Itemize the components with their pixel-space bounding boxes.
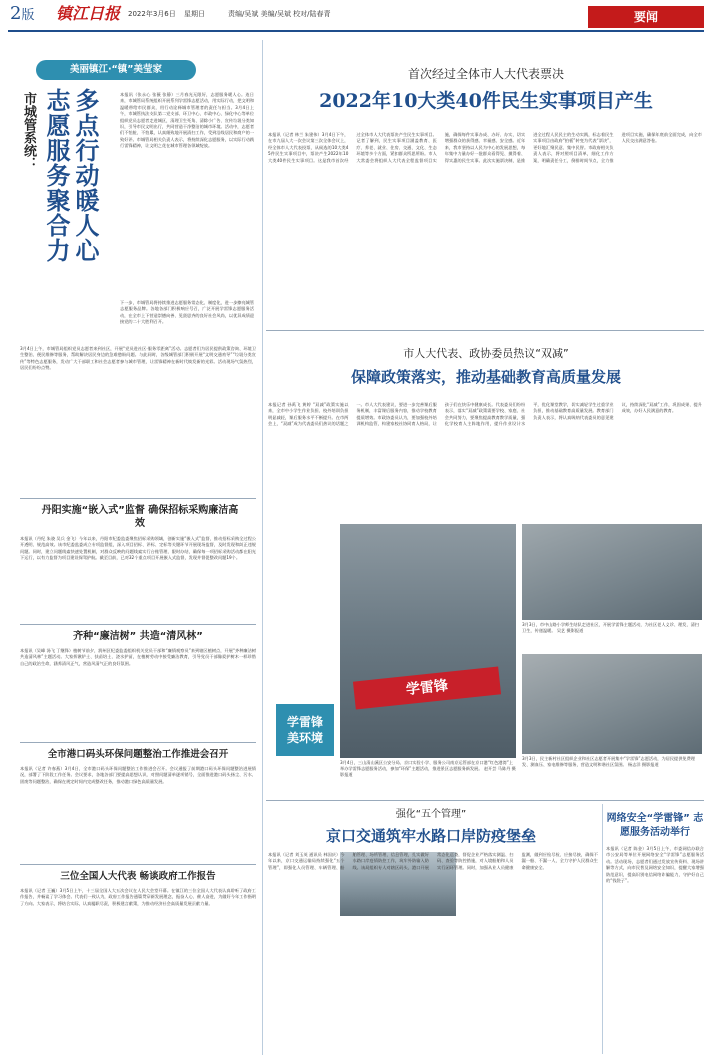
bottom-headline: 京口交通筑牢水路口岸防疫堡垒: [325, 827, 536, 845]
sub4-headline: 三位全国人大代表 畅谈政府工作报告: [60, 871, 216, 882]
bottom-kicker: 强化“五个管理”: [395, 809, 467, 820]
side-photo-1: [522, 524, 702, 620]
divider: [20, 498, 256, 499]
sub1-headline: 丹阳实施“嵌入式”监督 确保招标采购廉洁高效: [41, 505, 239, 529]
photo-banner: [353, 666, 501, 709]
feature-tag: [36, 60, 196, 80]
photo-feature-tag: [276, 704, 334, 756]
lead-body: 本报讯（记者 林兰 朱建伟）3月4日下午，在市九届人大一次会议第三次全体会议上，经全体市人大代表投票，从候选的10大类45件民生实事项目中，票决产生2022年10大类40件民生实事项目。这是我市首次经过全体市人大代表票决产生民生实事项目。记者了解到，民生实事项目涵盖教育、医疗、养老、就业、住房、交通、文化、生态环境等多个方面，紧扣群众所思所盼。市人大常委会将组织人大代表全程监督项目实施，确保每件实事办成、办好、办实，切实增强群众的获得感、幸福感、安全感。近年来，我市坚持以人民为中心的发展思想，每年集中力量办好一批群众看得见、摸得着、得实惠的民生实事。此次实施票决制，是推进全过程人民民主的生动实践，标志着民生实事项目由政府“拍板”转变为代表“票决”，更好地汇聚民意、集中民智。市政府相关负责人表示，将对照项目清单，细化工作方案，明确责任分工，倒排时间节点，全力推进项目实施，确保年底前全面完成，向全市人民交出满意答卷。: [268, 132, 702, 163]
divider: [20, 742, 256, 743]
divider: [266, 330, 704, 331]
side-photo-1-caption: 3月3日，市中山路小学师生结队走进社区，开展学雷锋主题活动，为社区老人义诊、理发、清扫卫生，传递温暖。 吴艺 摄影报道: [522, 622, 700, 633]
bottom-right-headline: 网络安全“学雷锋” 志愿服务活动举行: [606, 813, 704, 838]
feature-headline: 多点行动暖人心 志愿服务聚合力: [42, 88, 100, 263]
paper-name-logo: 镇江日报: [56, 4, 121, 23]
lead-headline: 2022年10大类40件民生实事项目产生: [319, 90, 653, 112]
issue-weekday: 星期日: [184, 10, 205, 18]
sub3-body: 本报讯（记者 许春燕）3月4日，全市港口码头环保问题整治工作推进会召开。会议通报了前期港口码头环保问题整治进展情况，部署了下阶段工作任务。会议要求，各地各部门要提高思想认识，对照问题清单逐项销号，全面推进港口码头扬尘、污水、固废等问题整治，确保在规定时间内完成整改任务，推动港口绿色高质量发展。: [20, 766, 256, 784]
side-strip-body: 下一步，市城管局将持续推进志愿服务常态化、制度化，进一步擦亮城管志愿服务品牌。各地各部门积极响应号召，广泛开展学雷锋志愿服务活动，在全市上下营造崇德向善、见贤思齐的良好社会风尚，以优异成绩迎接党的二十大胜利召开。: [120, 300, 254, 325]
sub1-body: 本报讯（丹纪 朱骁 吴兵 金飞）今年以来，丹阳市纪委监委聚焦招标采购领域，创新实施“嵌入式”监督，推动招标采购全过程公开透明、规范高效。该市纪委监委成立专项监督组，深入项目招标、评标、定标等关键环节开展现场监督，及时发现和纠正违规问题。同时，建立问题线索快速处置机制，对群众反映的问题线索实行台账管理、限时办结，确保每一项招标采购活动都在阳光下运行，以有力监督为项目建设保驾护航。截至目前，已对32个重点项目开展嵌入式监督，发现并督促整改问题19个。: [20, 536, 256, 561]
lead-kicker: 首次经过全体市人大代表票决: [407, 67, 564, 81]
divider: [266, 800, 704, 801]
issue-date: 2022年3月6日: [128, 10, 176, 18]
divider: [20, 624, 256, 625]
page-number: [10, 2, 34, 28]
feature-body-1: 本报讯（张永心 张薇 张静）三月春光无限好，志愿服务暖人心。连日来，市城管局系统组织开展系列学雷锋志愿活动，用实际行动，把文明和温暖带给市民群众，用行动诠释城市管理者的责任与担当。3月4日上午，市城管执法支队第二党支部、环卫中心、市政中心、绿化中心等单位组织党员志愿者走进城区，清理卫生死角、清除小广告、宣传垃圾分类知识，引导市民文明出行，共同营造干净整洁的城市环境。活动中，志愿者们不怕脏、不怕累，认真细致地开展清扫工作，受到沿线居民和商户的一致好评。市城管局相关负责人表示，将持续深化志愿服务，以实际行动践行雷锋精神，让文明之花在城市管理各领域绽放。: [120, 92, 254, 149]
side-photo-2: [522, 654, 702, 754]
feature-kicker: 市城管系统：: [21, 92, 36, 170]
sub4-body: 本报讯（记者 王巍）3月5日上午，十三届全国人大五次会议在人民大会堂开幕。在镇江的三位全国人大代表认真聆听了政府工作报告，并畅谈了学习体会。代表们一致认为，政府工作报告通篇贯穿新发展理念，振奋人心、催人奋进，为做好今年工作指明了方向。大家表示，将结合实际，认真履职尽责，积极建言献策，为推动经济社会高质量发展贡献力量。: [20, 888, 256, 906]
feature-tag-text: 美丽镇江·“镇”美莹家: [69, 64, 163, 75]
sub2-headline: 齐种“廉洁树” 共造“清风林”: [73, 631, 203, 642]
photo-feature-tag-text: 学雷锋 美环境: [286, 715, 323, 745]
side-photo-2-caption: 3月3日，民主新村社区组织企业和社区志愿者开展集中“学雷锋”志愿活动，为居民提供免费理发、测血压、家电维修等服务，营造文明和谐社区氛围。 杨志洋 摄影报道: [522, 756, 695, 767]
photo-banner-text: 学雷锋: [405, 677, 449, 699]
bottom-body: 本报讯（记者 刘玉英 通讯员 林国庆）今年以来，京口交通运输局持续强化“五个管理”，即强化人员管理、车辆管理、船舶管理、场所管理、信息管理，扎实做好水路口岸疫情防控工作，筑牢外防输入防线。该局组织专人对辖区码头、港口开展常态化巡查，督促企业严格落实测温、扫码、查验等防控措施，对入境船舶和人员实行闭环管理。同时，加强从业人员健康监测，做到应检尽检、应接尽接，确保不漏一船、不漏一人，全力守护人民群众生命健康安全。: [268, 852, 598, 870]
section-label: 要闻: [633, 10, 658, 24]
divider: [20, 864, 256, 865]
second-headline: 保障政策落实，推动基础教育高质量发展: [350, 368, 621, 386]
section-tab: [588, 6, 704, 28]
editor-credits: 责编/吴斌 美编/吴斌 校对/陆春青: [228, 10, 331, 18]
sub2-body: 本报讯（吴峰 汤飞 丁继锋）植树节前夕，润州区纪委监委组织机关党员干部和“廉情观察员”来到辖区植树点，开展“齐种廉洁树 共造清风林”主题活动。大家挥锹铲土、扶苗培土、浇水护苗，在植树劳动中接受廉洁教育，引导党员干部像爱护树木一样珍惜自己的政治生命，涵养清风正气，营造风清气正的良好氛围。: [20, 648, 256, 666]
second-kicker: 市人大代表、政协委员热议“双减”: [403, 347, 569, 360]
volunteer-group-photo: [340, 524, 516, 758]
feature-body-2: 3月4日上午，市城管局组织党员志愿者来到社区，开展“党员进社区·服务零距离”活动。志愿者们为居民提供政策咨询、环境卫生整治、便民维修等服务，帮助解决居民身边的急难愁盼问题。与此同时，各级城管部门积极开展“文明交通劝导”“垃圾分类宣传”等特色志愿服务，发动广大干部职工和社会志愿者参与城市管理，让雷锋精神在新时代焕发新的光彩。活动现场气氛热烈，居民们纷纷点赞。: [20, 346, 256, 371]
photo-feature-caption: 3月4日，三山清山溪区公安分局、京口实验小学、服务公司南京运管部在京口港“红色港湾”上举办学雷锋志愿服务活动，参加“环保”主题活动，推进景区志愿服务新发展。 赵开芸 马陈丹 摄影报道: [340, 760, 516, 777]
bottom-right-body: 本报讯（记者 陈金）3月5日上午，市委网信办联合市公安局等单位开展网络安全“学雷锋”志愿服务活动。活动现场，志愿者们通过发放宣传资料、现场讲解等方式，向市民普及网络安全知识，提醒大家增强防范意识，提高识别电信网络诈骗能力，守护好自己的“钱袋子”。: [606, 846, 704, 884]
column-divider: [262, 40, 263, 1055]
sub3-headline: 全市港口码头环保问题整治工作推进会召开: [47, 749, 229, 760]
page-unit: 版: [21, 8, 35, 23]
column-divider: [602, 804, 603, 1054]
masthead-rule: [8, 30, 704, 32]
masthead: [0, 0, 708, 44]
second-body: 本报记者 孙禹飞 黄婷 “双减”政策实施以来，全市中小学生作业负担、校外培训负担明显减轻，课后服务水平不断提升。在市两会上，“双减”成为代表委员们热议的话题之一。市人大代表建议，要进一步完善课后服务机制，丰富课后服务内容，推动学校教育提质增效。市政协委员认为，要加强校外培训机构监管，构建家校社协同育人格局，让孩子们在快乐中健康成长。代表委员们纷纷表示，落实“双减”政策需要学校、家庭、社会共同努力，要聚焦提高教育教学质量，强化学校育人主阵地作用，提升作业设计水平，优化课堂教学，切实减轻学生过重学业负担，推动基础教育高质量发展。教育部门负责人表示，将认真吸纳代表委员的意见建议，持续深化“双减”工作，巩固成果、提升成效，办好人民满意的教育。: [268, 402, 702, 427]
page-number-value: 2: [10, 3, 22, 24]
